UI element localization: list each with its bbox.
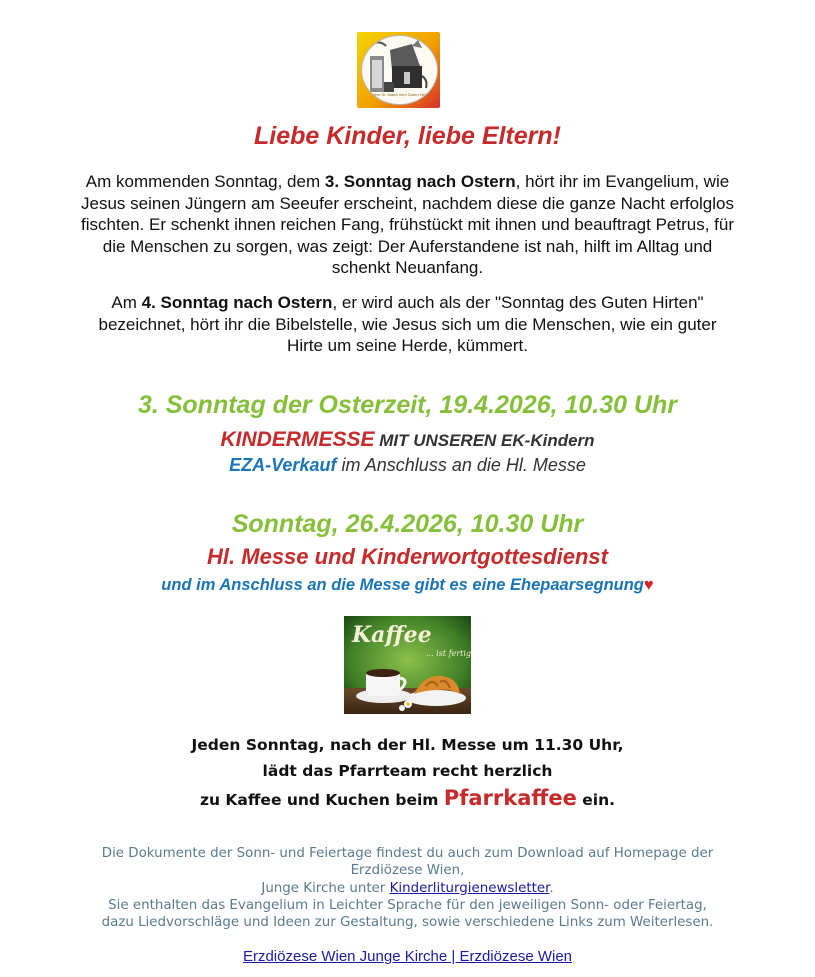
event-2-title: Hl. Messe und Kinderwortgottesdienst <box>207 544 608 569</box>
coffee-line-2: lädt das Pfarrteam recht herzlich <box>262 762 553 780</box>
parish-logo <box>357 32 440 108</box>
footer-text <box>95 845 720 931</box>
footer-text-2: Junge Kirche unter <box>261 880 390 896</box>
intro-paragraph-2 <box>80 292 735 357</box>
coffee-line-1: Jeden Sonntag, nach der Hl. Messe um 11.30 Uhr, <box>191 736 624 754</box>
page-headline: Liebe Kinder, liebe Eltern! <box>253 122 562 150</box>
intro-paragraph-1 <box>80 171 735 279</box>
coffee-line-3-pre: zu Kaffee und Kuchen beim <box>199 791 444 809</box>
event-1-title-rest: MIT UNSEREN EK-Kindern <box>374 431 595 450</box>
coffee-line-3 <box>0 786 815 810</box>
footer-text-2-end: . <box>549 880 554 896</box>
intro-1-post: , hört ihr im Evangelium, wie Jesus seinen Jüngern am Seeufer erscheint, nachdem diese die ganze Nacht erfolglos fischten. Er schenkt ihnen reichen Fang, frühstückt mit ihnen und beauftragt Petrus, für die Menschen zu sorgen, was zeigt: Der Auferstandene ist nah, hilft im Alltag und schenkt Neuanfang. <box>81 172 734 277</box>
logo-emblem <box>361 35 438 105</box>
kinderliturgie-link[interactable]: Kinderliturgienewsletter <box>389 880 550 896</box>
intro-1-pre: Am kommenden Sonntag, dem <box>85 172 325 191</box>
erzdioezese-link[interactable]: Erzdiözese Wien Junge Kirche | Erzdiözese Wien <box>242 948 573 965</box>
coffee-line-3-post: ein. <box>576 791 616 809</box>
footer-text-3: Sie enthalten das Evangelium in Leichter Sprache für den jeweiligen Sonn- oder Feiertag, dazu Liedvorschläge und Ideen zur Gestaltung, sowie verschiedene Links zum Weiterlesen. <box>101 897 714 931</box>
logo-caption: Pfarre St. Maria Vom Guten Hirten <box>369 92 431 97</box>
footer-text-1: Die Dokumente der Sonn- und Feiertage findest du auch zum Download auf Homepage der Erzdiözese Wien, <box>101 846 714 879</box>
event-2-date: Sonntag, 26.4.2026, 10.30 Uhr <box>231 510 584 538</box>
event-2-subtitle <box>0 576 815 595</box>
intro-2-post: , er wird auch als der "Sonntag des Guten Hirten" bezeichnet, hört ihr die Bibelstelle, wie Jesus sich um die Menschen, wie ein guter Hirte um seine Herde, kümmert. <box>98 293 717 355</box>
kaffee-sub: ... ist fertig! <box>426 649 471 658</box>
kaffee-image <box>344 616 471 714</box>
event-1-date: 3. Sonntag der Osterzeit, 19.4.2026, 10.30 Uhr <box>137 391 678 419</box>
kaffee-word: Kaffee <box>352 622 432 648</box>
event-1-title-red: KINDERMESSE <box>220 428 375 451</box>
heart-icon: ♥ <box>643 576 654 594</box>
event-1-title <box>0 428 815 452</box>
eza-rest: im Anschluss an die Hl. Messe <box>336 455 586 475</box>
event-1-eza <box>0 455 815 476</box>
eza-label: EZA-Verkauf <box>229 455 337 475</box>
intro-2-bold: 4. Sonntag nach Ostern <box>141 293 333 312</box>
pfarrkaffee-label: Pfarrkaffee <box>443 786 577 810</box>
footer-link-line <box>0 948 815 965</box>
intro-1-bold: 3. Sonntag nach Ostern <box>324 172 516 191</box>
footer-text-2-line <box>95 880 720 897</box>
event-2-subtitle-text: und im Anschluss an die Messe gibt es eine Ehepaarsegnung <box>161 576 644 594</box>
intro-2-pre: Am <box>111 293 142 312</box>
